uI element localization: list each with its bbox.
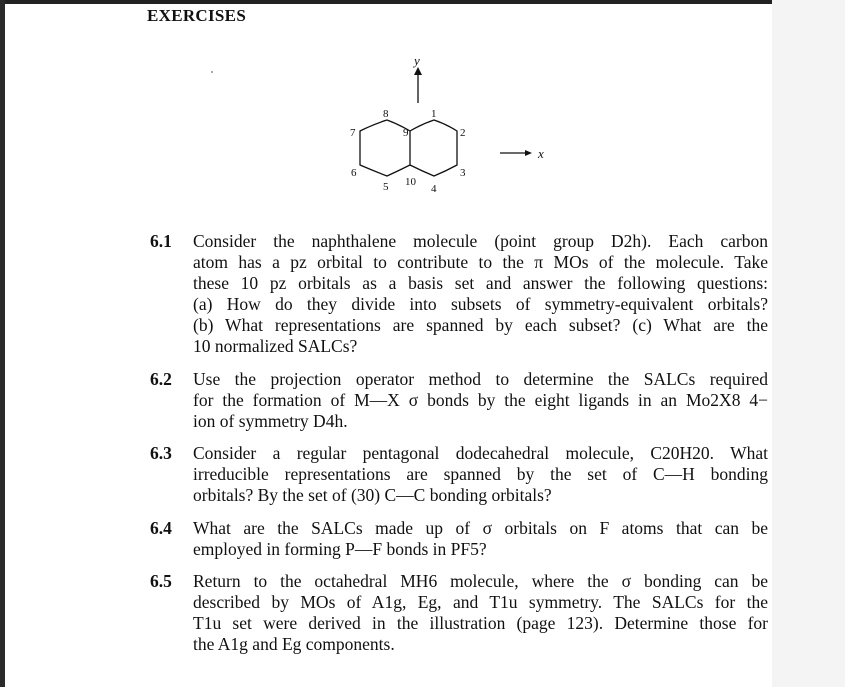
page-top-edge — [0, 0, 845, 4]
atom-label-5: 5 — [383, 181, 389, 193]
text-line: T1u set were derived in the illustration (page 123). Determine those for — [193, 613, 768, 633]
text-line: Use the projection operator method to determine the SALCs required — [193, 369, 768, 389]
scan-speck — [211, 71, 213, 73]
exercise-number: 6.5 — [150, 571, 172, 591]
exercise-text — [193, 231, 768, 357]
exercise-number: 6.1 — [150, 231, 172, 251]
text-line: Consider a regular pentagonal dodecahedral molecule, C20H20. What — [193, 443, 768, 463]
text-line: described by MOs of A1g, Eg, and T1u symmetry. The SALCs for the — [193, 592, 768, 612]
page-right-margin — [772, 0, 845, 687]
text-line: the A1g and Eg components. — [193, 634, 395, 654]
exercise-text — [193, 571, 768, 655]
y-axis-label: y — [414, 55, 420, 68]
exercise-text — [193, 518, 768, 560]
exercise-number: 6.2 — [150, 369, 172, 389]
atom-label-8: 8 — [383, 108, 389, 120]
text-line: ion of symmetry D4h. — [193, 411, 348, 431]
text-line: Consider the naphthalene molecule (point group D2h). Each carbon — [193, 231, 768, 251]
atom-label-1: 1 — [431, 108, 437, 120]
atom-label-3: 3 — [460, 167, 466, 179]
atom-label-4: 4 — [431, 183, 437, 195]
page-left-edge — [0, 0, 5, 687]
text-line: for the formation of M—X σ bonds by the eight ligands in an Mo2X8 4− — [193, 390, 768, 410]
exercise-text — [193, 443, 768, 506]
atom-label-9: 9 — [403, 127, 409, 139]
text-line: these 10 pz orbitals as a basis set and answer the following questions: — [193, 273, 768, 293]
text-line: What are the SALCs made up of σ orbitals on F atoms that can be — [193, 518, 768, 538]
right-ring — [410, 120, 457, 176]
atom-label-10: 10 — [405, 176, 416, 188]
text-line: atom has a pz orbital to contribute to the π MOs of the molecule. Take — [193, 252, 768, 272]
x-axis-label: x — [538, 146, 544, 161]
text-line: 10 normalized SALCs? — [193, 336, 358, 356]
text-line: orbitals? By the set of (30) C—C bonding orbitals? — [193, 485, 552, 505]
text-line: (a) How do they divide into subsets of symmetry-equivalent orbitals? — [193, 294, 768, 314]
text-line: irreducible representations are spanned by the set of C—H bonding — [193, 464, 768, 484]
exercise-number: 6.3 — [150, 443, 172, 463]
section-heading: EXERCISES — [147, 6, 247, 25]
naphthalene-diagram — [330, 55, 560, 205]
text-line: (b) What representations are spanned by each subset? (c) What are the — [193, 315, 768, 335]
exercise-number: 6.4 — [150, 518, 172, 538]
text-line: employed in forming P—F bonds in PF5? — [193, 539, 487, 559]
atom-label-2: 2 — [460, 127, 466, 139]
atom-label-6: 6 — [351, 167, 357, 179]
text-line: Return to the octahedral MH6 molecule, where the σ bonding can be — [193, 571, 768, 591]
exercise-text — [193, 369, 768, 432]
atom-label-7: 7 — [350, 127, 356, 139]
